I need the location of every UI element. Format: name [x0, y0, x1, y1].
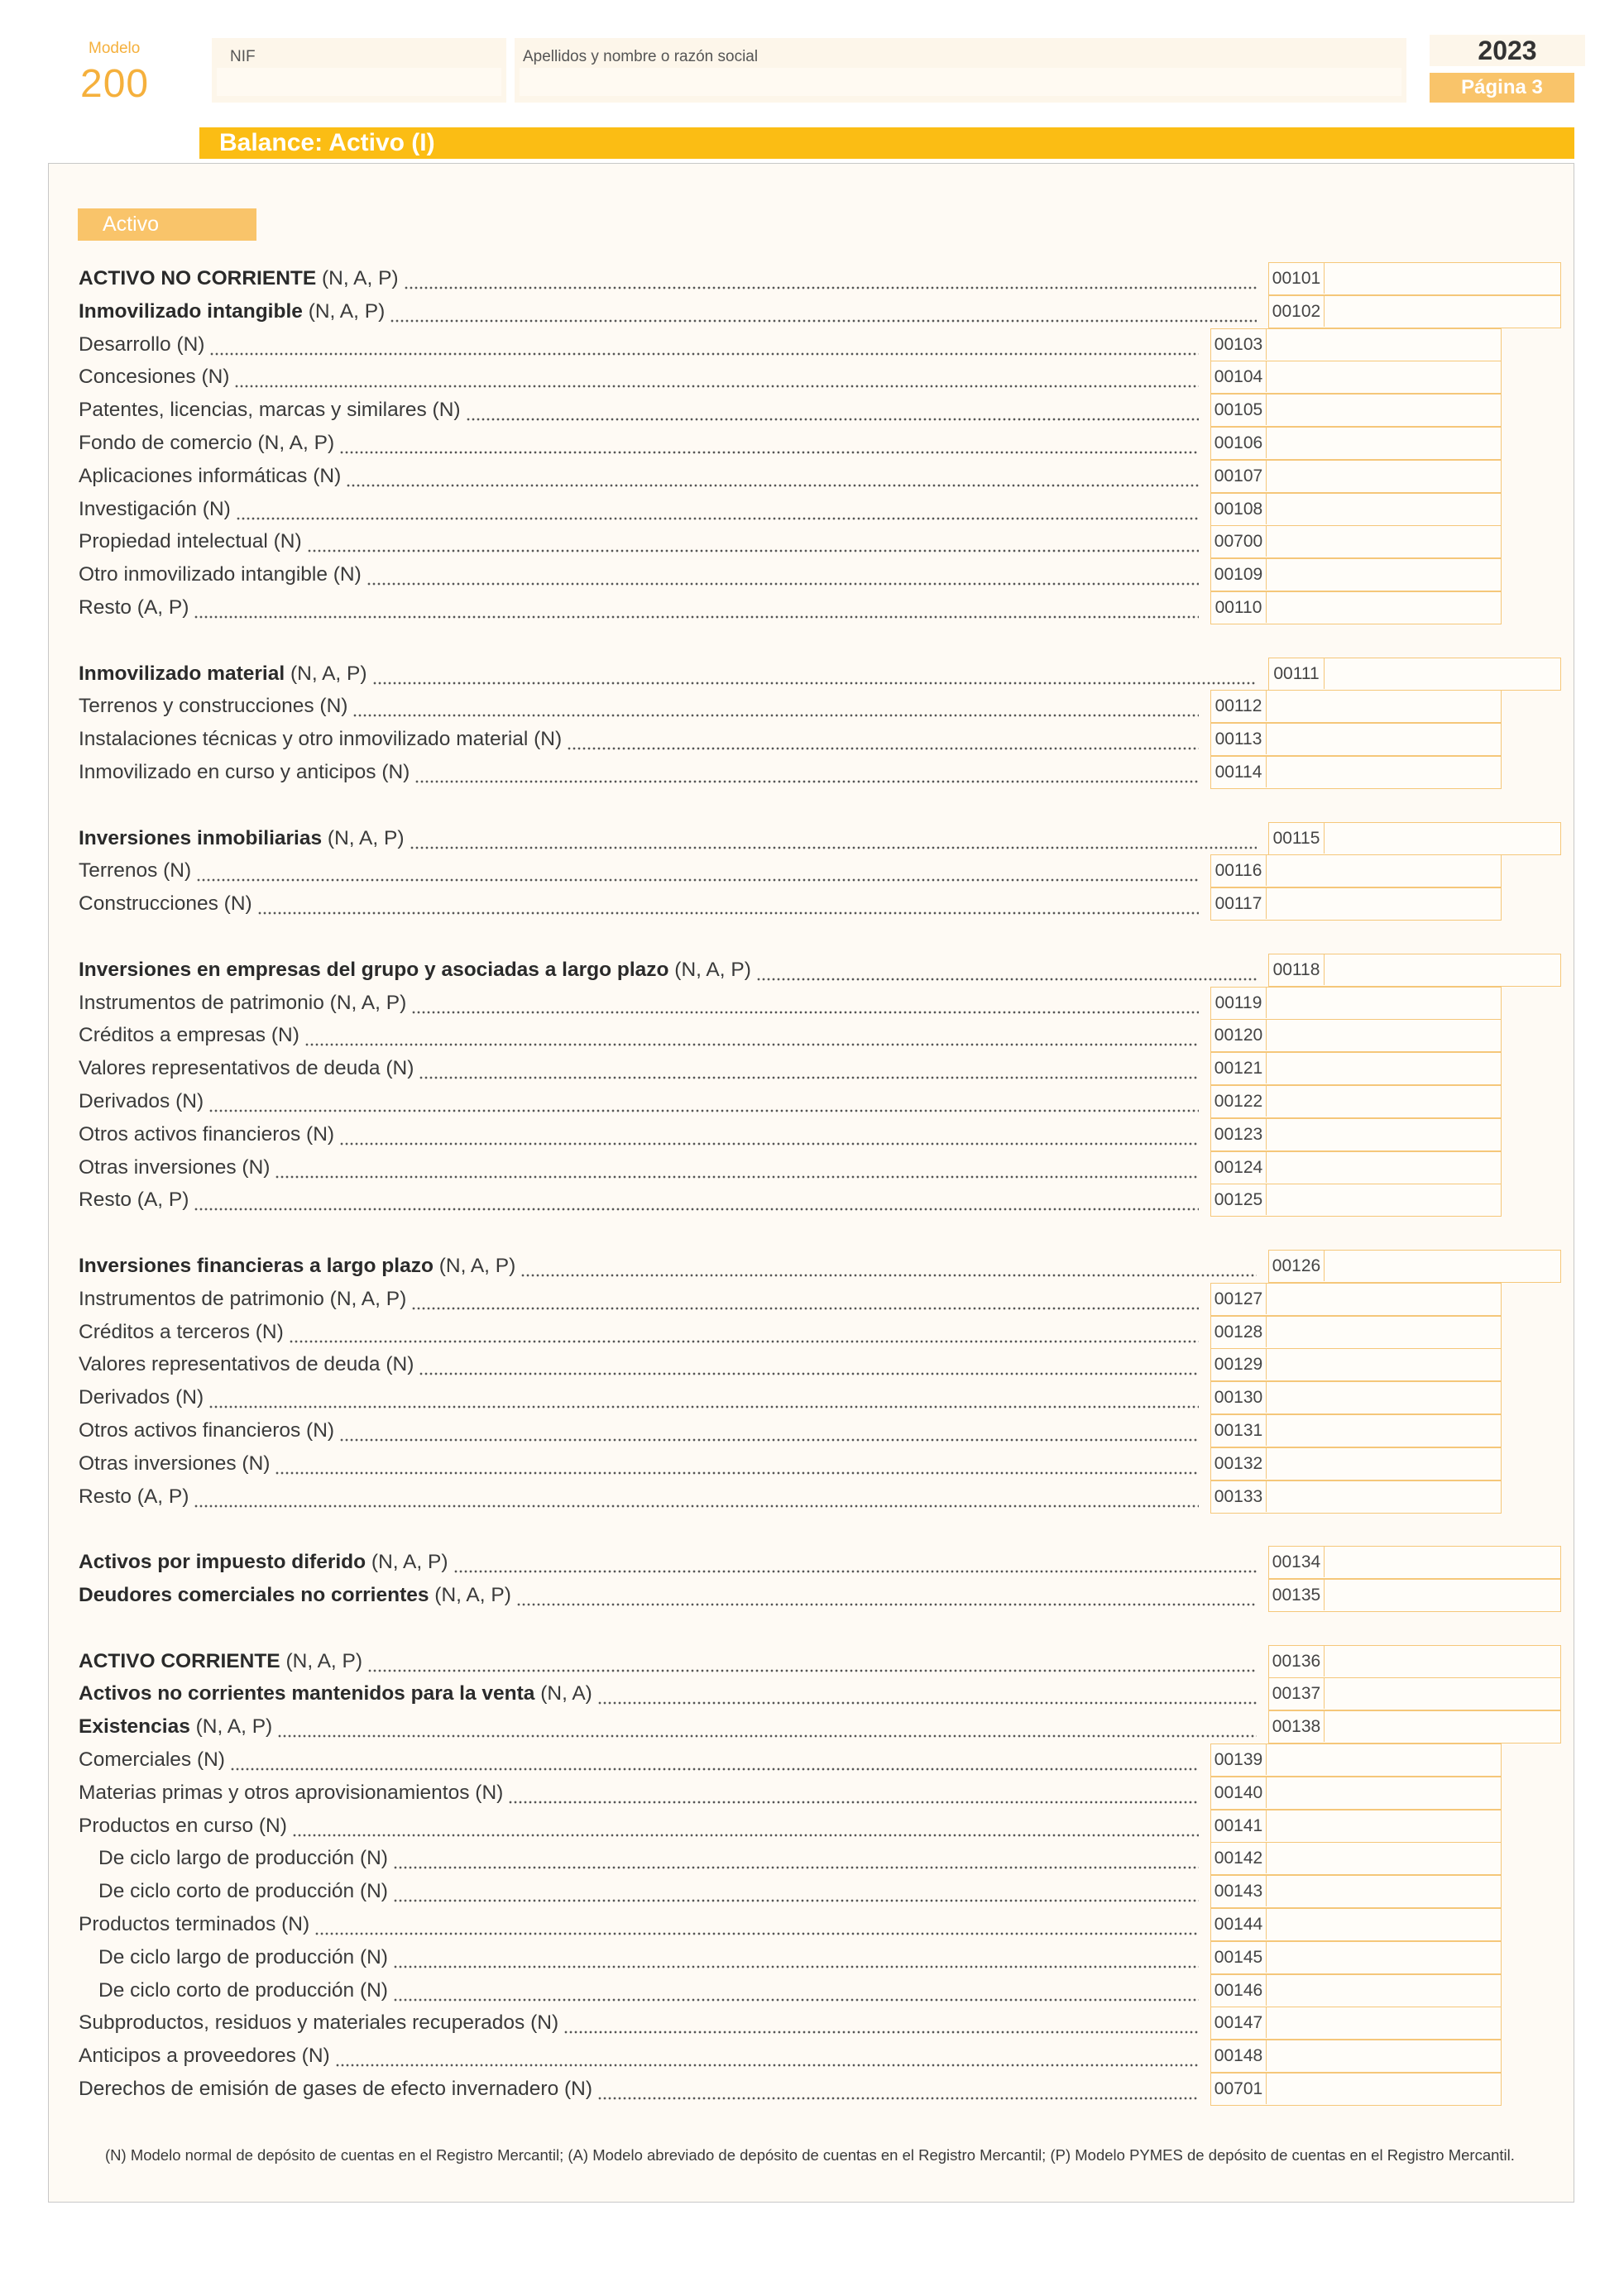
row-label [79, 887, 252, 921]
row-label [79, 1710, 272, 1744]
field-code: 00130 [1211, 1382, 1267, 1413]
row-label [79, 262, 399, 295]
row-label-text: (N, A, P) [189, 1715, 273, 1739]
row-label [79, 2073, 592, 2106]
field-code: 00127 [1211, 1284, 1267, 1314]
row-label-text: De ciclo corto de producción (N) [98, 1978, 388, 2002]
row-label-bold: Deudores comerciales no corrientes [79, 1584, 429, 1606]
leader-dots [563, 2007, 1199, 2040]
leader-dots [257, 887, 1199, 921]
row-label-text: (N, A, P) [366, 1551, 448, 1574]
row-label [98, 1941, 388, 1974]
row-label-text: Derivados (N) [79, 1386, 204, 1409]
row-label-text: Instrumentos de patrimonio (N, A, P) [79, 1287, 407, 1310]
field-code: 00120 [1211, 1020, 1267, 1050]
row-label-text: De ciclo corto de producción (N) [98, 1880, 388, 1903]
leader-dots [275, 1151, 1199, 1184]
leader-dots [414, 756, 1199, 789]
row-label-bold: Inversiones en empresas del grupo y asociadas a largo plazo [79, 958, 669, 981]
amount-field[interactable] [1210, 1974, 1502, 2007]
row-label-text: Patentes, licencias, marcas y similares (N) [79, 399, 461, 422]
row-label-bold: Inversiones inmobiliarias [79, 826, 323, 849]
row-label-text: De ciclo largo de producción (N) [98, 1847, 388, 1870]
amount-field[interactable] [1210, 1316, 1502, 1349]
field-code: 00146 [1211, 1975, 1267, 2006]
amount-field[interactable] [1210, 723, 1502, 756]
row-label-text: Valores representativos de deuda (N) [79, 1353, 414, 1376]
amount-field[interactable] [1210, 1151, 1502, 1184]
field-code: 00126 [1269, 1251, 1325, 1281]
field-code: 00122 [1211, 1086, 1267, 1117]
row-label [79, 1250, 515, 1283]
row-label-text: Derechos de emisión de gases de efecto invernadero (N) [79, 2078, 593, 2100]
field-code: 00701 [1211, 2074, 1267, 2104]
field-code: 00104 [1211, 361, 1267, 392]
field-code: 00111 [1269, 658, 1325, 689]
leader-dots [275, 1447, 1199, 1480]
row-label [79, 493, 231, 526]
field-code: 00128 [1211, 1317, 1267, 1347]
row-label [79, 460, 341, 493]
row-label-bold: ACTIVO CORRIENTE [79, 1649, 280, 1672]
row-label-text: Comerciales (N) [79, 1748, 225, 1771]
row-label-text: Instalaciones técnicas y otro inmovilizado material (N) [79, 728, 563, 751]
amount-field[interactable] [1210, 756, 1502, 789]
leader-dots [339, 427, 1199, 460]
row-label-text: Concesiones (N) [79, 366, 230, 389]
row-label [79, 1184, 189, 1217]
amount-field[interactable] [1210, 2007, 1502, 2040]
row-label [79, 1645, 362, 1678]
leader-dots [209, 328, 1199, 361]
leader-dots [366, 558, 1199, 591]
leader-dots [194, 591, 1199, 624]
amount-field[interactable] [1268, 954, 1561, 987]
leader-dots [404, 262, 1257, 295]
leader-dots [419, 1348, 1199, 1381]
row-label-text: Valores representativos de deuda (N) [79, 1057, 414, 1080]
leader-dots [567, 723, 1199, 756]
row-label [79, 2007, 558, 2040]
leader-dots [372, 658, 1257, 691]
amount-field[interactable] [1210, 1019, 1502, 1052]
leader-dots [453, 1546, 1257, 1579]
row-label [79, 723, 562, 756]
row-label-text: Resto (A, P) [79, 1485, 189, 1508]
amount-field[interactable] [1210, 1118, 1502, 1151]
row-label-text: Productos terminados (N) [79, 1913, 310, 1935]
amount-field[interactable] [1268, 262, 1561, 295]
amount-field[interactable] [1210, 1777, 1502, 1810]
row-label-text: Otros activos financieros (N) [79, 1122, 335, 1146]
row-label [79, 658, 367, 691]
amount-field[interactable] [1268, 1546, 1561, 1579]
field-code: 00134 [1269, 1547, 1325, 1577]
field-code: 00118 [1269, 954, 1325, 985]
leader-dots [756, 954, 1257, 987]
field-code: 00124 [1211, 1152, 1267, 1183]
leader-dots [411, 987, 1199, 1020]
row-label [79, 1546, 448, 1579]
leader-dots [393, 1941, 1199, 1974]
amount-field[interactable] [1210, 591, 1502, 624]
leader-dots [314, 1908, 1199, 1941]
leader-dots [339, 1118, 1199, 1151]
field-code: 00115 [1269, 823, 1325, 854]
row-label [79, 1777, 503, 1810]
row-label-text: Resto (A, P) [79, 596, 189, 619]
row-label-text: Subproductos, residuos y materiales recuperados (N) [79, 2011, 559, 2035]
row-label [79, 987, 406, 1020]
field-code: 00700 [1211, 526, 1267, 557]
amount-field[interactable] [1210, 1447, 1502, 1480]
leader-dots [466, 394, 1199, 427]
amount-field[interactable] [1268, 658, 1561, 691]
row-label-text: Otros activos financieros (N) [79, 1419, 335, 1442]
field-code: 00107 [1211, 461, 1267, 491]
amount-field[interactable] [1210, 493, 1502, 526]
leader-dots [393, 1875, 1199, 1908]
field-code: 00106 [1211, 428, 1267, 458]
row-label-text: Inmovilizado en curso y anticipos (N) [79, 761, 410, 783]
leader-dots [230, 1744, 1199, 1777]
row-label-bold: Inversiones financieras a largo plazo [79, 1255, 434, 1277]
row-label-bold: Activos por impuesto diferido [79, 1551, 366, 1574]
field-code: 00123 [1211, 1119, 1267, 1150]
amount-field[interactable] [1268, 295, 1561, 328]
field-code: 00121 [1211, 1053, 1267, 1083]
leader-dots [304, 1019, 1199, 1052]
amount-field[interactable] [1210, 1381, 1502, 1414]
field-code: 00139 [1211, 1744, 1267, 1775]
amount-field[interactable] [1268, 1645, 1561, 1678]
nif-label: NIF [230, 48, 256, 65]
amount-field[interactable] [1210, 427, 1502, 460]
amount-field[interactable] [1210, 525, 1502, 558]
row-label-text: (N, A, P) [302, 299, 386, 323]
row-label-text: Otras inversiones (N) [79, 1155, 271, 1179]
row-label [79, 328, 204, 361]
field-code: 00141 [1211, 1810, 1267, 1841]
row-label [79, 295, 385, 328]
field-code: 00110 [1211, 592, 1267, 623]
field-code: 00143 [1211, 1876, 1267, 1906]
field-code: 00135 [1269, 1580, 1325, 1610]
field-code: 00102 [1269, 296, 1325, 327]
row-label [79, 690, 347, 723]
row-label-text: Terrenos (N) [79, 859, 192, 883]
field-code: 00114 [1211, 757, 1267, 787]
amount-field[interactable] [1210, 361, 1502, 394]
row-label-text: Otras inversiones (N) [79, 1452, 271, 1475]
leader-dots [516, 1579, 1257, 1612]
row-label-text: Otro inmovilizado intangible (N) [79, 563, 362, 586]
leader-dots [346, 460, 1199, 493]
name-label: Apellidos y nombre o razón social [523, 48, 759, 65]
amount-field[interactable] [1210, 1348, 1502, 1381]
row-label-text: (N, A, P) [668, 958, 751, 981]
row-label-bold: ACTIVO NO CORRIENTE [79, 267, 317, 289]
row-label-text: (N, A) [534, 1682, 592, 1705]
leader-dots [307, 525, 1199, 558]
row-label [79, 1414, 334, 1447]
field-code: 00103 [1211, 329, 1267, 360]
leader-dots [234, 361, 1199, 394]
leader-dots [520, 1250, 1257, 1283]
leader-dots [393, 1842, 1199, 1875]
modelo-number: 200 [80, 62, 150, 106]
page-badge: Página 3 [1430, 73, 1574, 103]
leader-dots [194, 1184, 1199, 1217]
amount-field[interactable] [1268, 1677, 1561, 1710]
field-code: 00101 [1269, 263, 1325, 294]
field-code: 00137 [1269, 1678, 1325, 1709]
amount-field[interactable] [1210, 1480, 1502, 1514]
leader-dots [289, 1316, 1199, 1349]
amount-field[interactable] [1210, 1875, 1502, 1908]
amount-field[interactable] [1210, 987, 1502, 1020]
field-code: 00112 [1211, 691, 1267, 721]
row-label [79, 1118, 334, 1151]
row-label-text: (N, A, P) [429, 1584, 511, 1606]
field-code: 00138 [1269, 1711, 1325, 1742]
row-label [98, 1974, 388, 2007]
footnote: (N) Modelo normal de depósito de cuentas en el Registro Mercantil; (A) Modelo abreviado de depósito de cuentas en el Registro Mercantil; (P) Modelo PYMES de depósito de cuentas en el Registro Mercantil. [105, 2146, 1515, 2164]
row-label [79, 1677, 592, 1710]
modelo-label: Modelo [89, 40, 141, 57]
field-code: 00109 [1211, 559, 1267, 590]
row-label [79, 2040, 330, 2073]
amount-field[interactable] [1210, 1184, 1502, 1217]
amount-field[interactable] [1210, 887, 1502, 921]
amount-field[interactable] [1210, 1908, 1502, 1941]
row-label [79, 394, 461, 427]
row-label-text: (N, A, P) [433, 1255, 516, 1277]
row-label-text: Aplicaciones informáticas (N) [79, 464, 342, 487]
field-code: 00116 [1211, 855, 1267, 886]
row-label [79, 1447, 270, 1480]
row-label [98, 1842, 388, 1875]
row-label-text: Derivados (N) [79, 1090, 204, 1112]
field-code: 00129 [1211, 1349, 1267, 1380]
name-group [515, 38, 1406, 103]
leader-dots [208, 1381, 1199, 1414]
row-label-text: Anticipos a proveedores (N) [79, 2045, 330, 2068]
row-label-text: (N, A, P) [285, 662, 367, 685]
amount-field[interactable] [1210, 394, 1502, 427]
amount-field[interactable] [1268, 1250, 1561, 1283]
row-label-text: (N, A, P) [280, 1649, 363, 1672]
row-label-bold: Inmovilizado material [79, 662, 285, 685]
row-label [79, 591, 189, 624]
row-label-bold: Existencias [79, 1715, 190, 1739]
row-label [79, 525, 302, 558]
field-code: 00131 [1211, 1415, 1267, 1446]
amount-field[interactable] [1210, 1744, 1502, 1777]
field-code: 00148 [1211, 2040, 1267, 2071]
row-label-text: Materias primas y otros aprovisionamientos (N) [79, 1781, 504, 1804]
nif-input[interactable] [217, 68, 501, 96]
row-label-text: Créditos a terceros (N) [79, 1320, 284, 1343]
field-code: 00133 [1211, 1481, 1267, 1512]
field-code: 00145 [1211, 1942, 1267, 1973]
row-label-text: Investigación (N) [79, 497, 231, 520]
row-label-text: De ciclo largo de producción (N) [98, 1945, 388, 1968]
leader-dots [419, 1052, 1199, 1085]
field-code: 00108 [1211, 494, 1267, 524]
field-code: 00140 [1211, 1777, 1267, 1808]
row-label [79, 1348, 414, 1381]
row-label [79, 1151, 270, 1184]
row-label [98, 1875, 388, 1908]
amount-field[interactable] [1210, 1414, 1502, 1447]
field-code: 00105 [1211, 395, 1267, 425]
nif-group [212, 38, 506, 103]
leader-dots [352, 690, 1199, 723]
row-label [79, 1810, 287, 1843]
field-code: 00119 [1211, 988, 1267, 1018]
row-label-text: Terrenos y construcciones (N) [79, 695, 348, 718]
leader-dots [339, 1414, 1199, 1447]
row-label-text: Fondo de comercio (N, A, P) [79, 432, 335, 454]
row-label [79, 1085, 204, 1118]
row-label [79, 1283, 406, 1316]
name-input[interactable] [520, 68, 1401, 96]
leader-dots [508, 1777, 1199, 1810]
amount-field[interactable] [1210, 854, 1502, 887]
amount-field[interactable] [1268, 822, 1561, 855]
year-label: 2023 [1430, 35, 1585, 66]
field-code: 00144 [1211, 1909, 1267, 1940]
field-code: 00147 [1211, 2007, 1267, 2038]
row-label-bold: Inmovilizado intangible [79, 299, 303, 323]
amount-field[interactable] [1210, 1283, 1502, 1316]
row-label [79, 1052, 414, 1085]
row-label-text: Créditos a empresas (N) [79, 1024, 299, 1047]
leader-dots [335, 2040, 1199, 2073]
row-label-bold: Activos no corrientes mantenidos para la venta [79, 1682, 535, 1705]
amount-field[interactable] [1268, 1579, 1561, 1612]
row-label-text: Desarrollo (N) [79, 332, 205, 356]
row-label-text: Construcciones (N) [79, 892, 252, 916]
amount-field[interactable] [1268, 1710, 1561, 1744]
row-label-text: Propiedad intelectual (N) [79, 530, 302, 553]
amount-field[interactable] [1210, 2040, 1502, 2073]
leader-dots [277, 1710, 1257, 1744]
field-code: 00117 [1211, 888, 1267, 919]
row-label [79, 1744, 225, 1777]
amount-field[interactable] [1210, 1052, 1502, 1085]
field-code: 00113 [1211, 724, 1267, 754]
field-code: 00142 [1211, 1843, 1267, 1873]
form-title: Balance: Activo (I) [199, 127, 1574, 159]
amount-field[interactable] [1210, 460, 1502, 493]
row-label [79, 822, 405, 855]
amount-field[interactable] [1210, 328, 1502, 361]
row-label [79, 1019, 299, 1052]
field-code: 00136 [1269, 1646, 1325, 1677]
leader-dots [208, 1085, 1199, 1118]
amount-field[interactable] [1210, 1810, 1502, 1843]
leader-dots [194, 1480, 1199, 1514]
row-label-text: Resto (A, P) [79, 1189, 189, 1212]
row-label [79, 558, 362, 591]
row-label [79, 954, 751, 987]
leader-dots [236, 493, 1199, 526]
row-label [79, 1381, 204, 1414]
leader-dots [196, 854, 1199, 887]
row-label-text: (N, A, P) [316, 267, 399, 289]
amount-field[interactable] [1210, 1842, 1502, 1875]
leader-dots [411, 1283, 1199, 1316]
row-label-text: Instrumentos de patrimonio (N, A, P) [79, 991, 407, 1014]
amount-field[interactable] [1210, 690, 1502, 723]
row-label [79, 1908, 309, 1941]
leader-dots [597, 2073, 1199, 2106]
field-code: 00132 [1211, 1448, 1267, 1479]
amount-field[interactable] [1210, 2073, 1502, 2106]
row-label [79, 1316, 284, 1349]
amount-field[interactable] [1210, 558, 1502, 591]
leader-dots [393, 1974, 1199, 2007]
row-label [79, 756, 410, 789]
leader-dots [410, 822, 1257, 855]
row-label-text: Productos en curso (N) [79, 1814, 287, 1837]
section-tab-activo: Activo [78, 208, 256, 241]
leader-dots [367, 1645, 1257, 1678]
field-code: 00125 [1211, 1184, 1267, 1215]
leader-dots [292, 1810, 1199, 1843]
amount-field[interactable] [1210, 1085, 1502, 1118]
row-label [79, 361, 229, 394]
row-label [79, 427, 334, 460]
row-label [79, 1480, 189, 1514]
leader-dots [597, 1677, 1257, 1710]
row-label [79, 1579, 511, 1612]
row-label-text: (N, A, P) [322, 826, 405, 849]
row-label [79, 854, 191, 887]
leader-dots [390, 295, 1257, 328]
amount-field[interactable] [1210, 1941, 1502, 1974]
